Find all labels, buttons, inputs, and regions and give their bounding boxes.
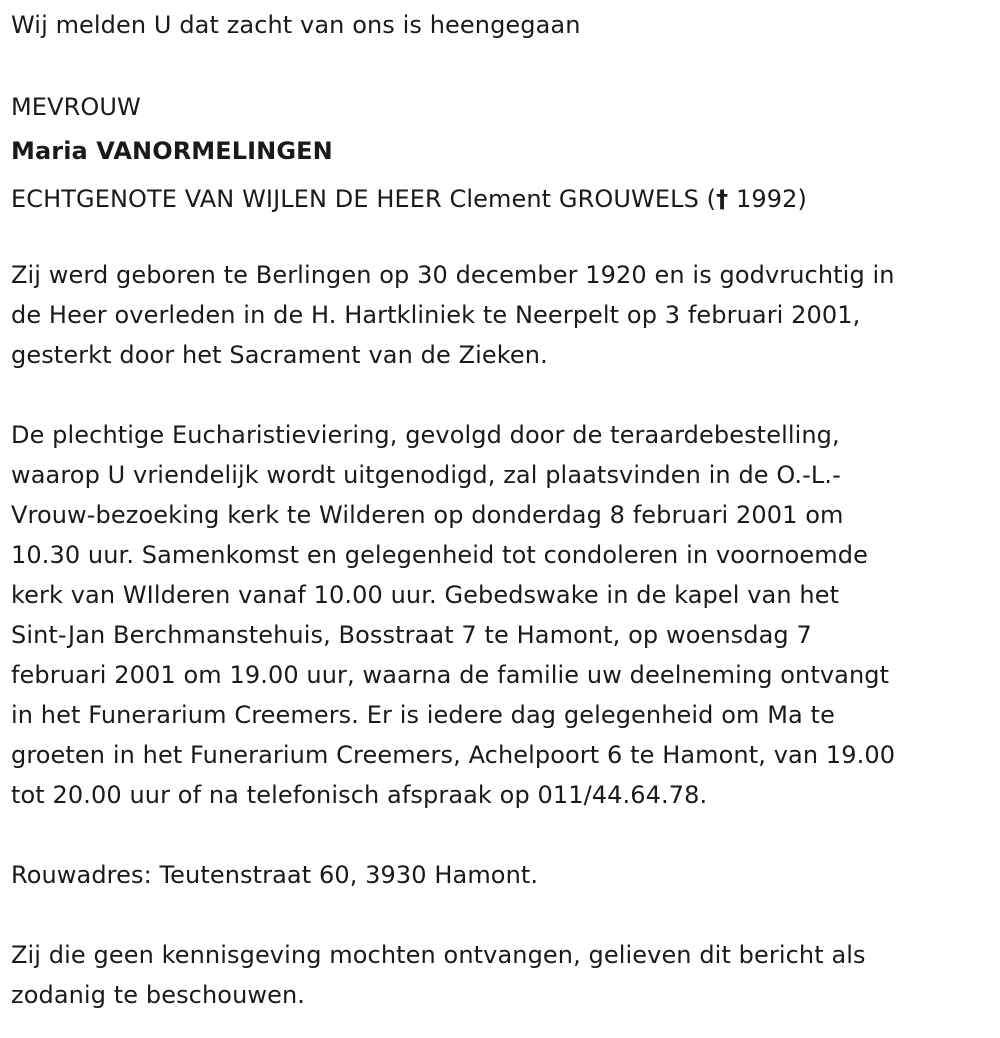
paragraph-line: 10.30 uur. Samenkomst en gelegenheid tot condoleren in voornoemde — [11, 541, 868, 569]
spouse-year: 1992) — [735, 185, 807, 213]
spouse-prefix: ECHTGENOTE VAN WIJLEN DE HEER Clement GROUWELS ( — [11, 185, 717, 213]
spacer — [11, 895, 995, 935]
intro-line: Wij melden U dat zacht van ons is heengegaan — [11, 11, 581, 39]
paragraph-line: Zij die geen kennisgeving mochten ontvangen, gelieven dit bericht als — [11, 941, 866, 969]
closing-paragraph — [11, 935, 995, 1015]
paragraph-line: waarop U vriendelijk wordt uitgenodigd, zal plaatsvinden in de O.-L.- — [11, 461, 841, 489]
deceased-name: Maria VANORMELINGEN — [11, 137, 333, 165]
mourning-address: Rouwadres: Teutenstraat 60, 3930 Hamont. — [11, 861, 539, 889]
birth-death-paragraph — [11, 255, 995, 375]
cross-icon: † — [716, 185, 729, 213]
paragraph-line: Vrouw-bezoeking kerk te Wilderen op donderdag 8 februari 2001 om — [11, 501, 844, 529]
paragraph-line: zodanig te beschouwen. — [11, 981, 306, 1009]
paragraph-line: tot 20.00 uur of na telefonisch afspraak op 011/44.64.78. — [11, 781, 708, 809]
paragraph-line: groeten in het Funerarium Creemers, Achelpoort 6 te Hamont, van 19.00 — [11, 741, 896, 769]
spouse-line — [11, 175, 995, 223]
paragraph-line: gesterkt door het Sacrament van de Zieken. — [11, 341, 548, 369]
paragraph-line: Sint-Jan Berchmanstehuis, Bosstraat 7 te Hamont, op woensdag 7 — [11, 621, 812, 649]
paragraph-line: februari 2001 om 19.00 uur, waarna de familie uw deelneming ontvangt — [11, 661, 890, 689]
paragraph-line: in het Funerarium Creemers. Er is iedere dag gelegenheid om Ma te — [11, 701, 835, 729]
paragraph-line: De plechtige Eucharistieviering, gevolgd door de teraardebestelling, — [11, 421, 840, 449]
paragraph-line: de Heer overleden in de H. Hartkliniek te Neerpelt op 3 februari 2001, — [11, 301, 861, 329]
salutation: MEVROUW — [11, 93, 141, 121]
spacer — [11, 223, 995, 255]
spacer — [11, 815, 995, 855]
paragraph-line: kerk van WIlderen vanaf 10.00 uur. Gebedswake in de kapel van het — [11, 581, 840, 609]
obituary-document — [11, 0, 995, 1015]
ceremony-paragraph — [11, 415, 995, 815]
paragraph-line: Zij werd geboren te Berlingen op 30 december 1920 en is godvruchtig in — [11, 261, 895, 289]
spacer — [11, 375, 995, 415]
